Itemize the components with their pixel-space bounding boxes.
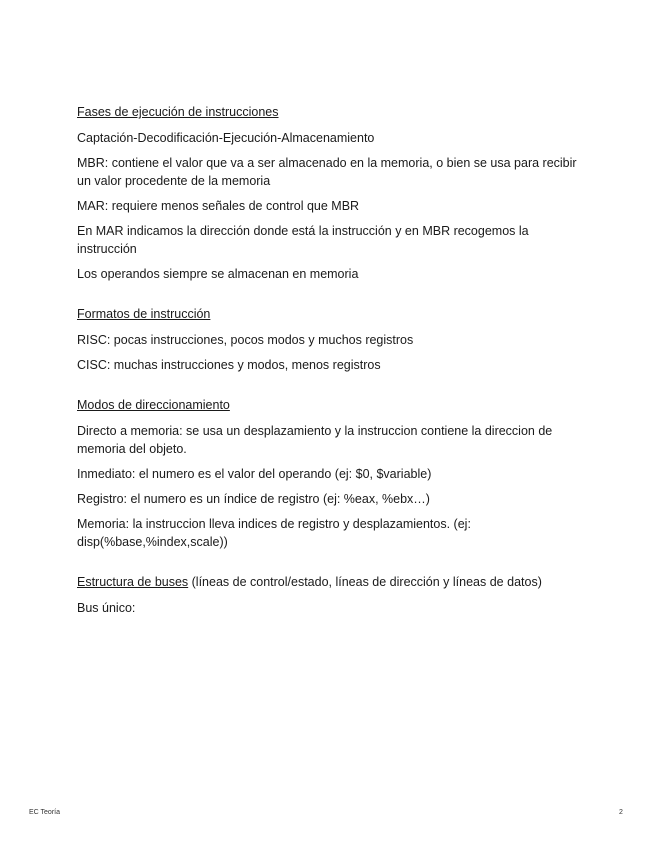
paragraph: Registro: el numero es un índice de registro (ej: %eax, %ebx…) [77, 492, 430, 506]
paragraph: CISC: muchas instrucciones y modos, menos registros [77, 358, 381, 372]
paragraph: Los operandos siempre se almacenan en memoria [77, 267, 359, 281]
footer-title: EC Teoría [29, 809, 60, 816]
paragraph: MAR: requiere menos señales de control que MBR [77, 199, 360, 213]
section-estructura-buses [77, 573, 577, 617]
heading-text: Modos de direccionamiento [77, 398, 230, 412]
heading-text: Fases de ejecución de instrucciones [77, 105, 279, 119]
heading-text: Estructura de buses [77, 575, 189, 589]
section-heading [77, 103, 577, 121]
heading-text: Formatos de instrucción [77, 307, 211, 321]
page-number: 2 [619, 809, 623, 816]
paragraph: MBR: contiene el valor que va a ser almacenado en la memoria, o bien se usa para recibir un valor procedente de la memoria [77, 156, 577, 188]
paragraph: Captación-Decodificación-Ejecución-Almacenamiento [77, 131, 375, 145]
heading-suffix: (líneas de control/estado, líneas de dirección y líneas de datos) [188, 575, 542, 589]
paragraph: Inmediato: el numero es el valor del operando (ej: $0, $variable) [77, 467, 432, 481]
paragraph: Bus único: [77, 601, 136, 615]
section-fases-ejecucion [77, 103, 577, 283]
section-formatos-instruccion [77, 305, 577, 374]
section-modos-direccionamiento [77, 396, 577, 551]
document-body [77, 103, 577, 624]
paragraph: En MAR indicamos la dirección donde está la instrucción y en MBR recogemos la instrucción [77, 224, 529, 256]
paragraph: Directo a memoria: se usa un desplazamiento y la instruccion contiene la direccion de memoria del objeto. [77, 424, 553, 456]
section-heading [77, 396, 577, 414]
section-heading [77, 305, 577, 323]
paragraph: Memoria: la instruccion lleva indices de registro y desplazamientos. (ej: disp(%base,%index,scale)) [77, 517, 471, 549]
section-heading [77, 573, 577, 591]
paragraph: RISC: pocas instrucciones, pocos modos y muchos registros [77, 333, 414, 347]
